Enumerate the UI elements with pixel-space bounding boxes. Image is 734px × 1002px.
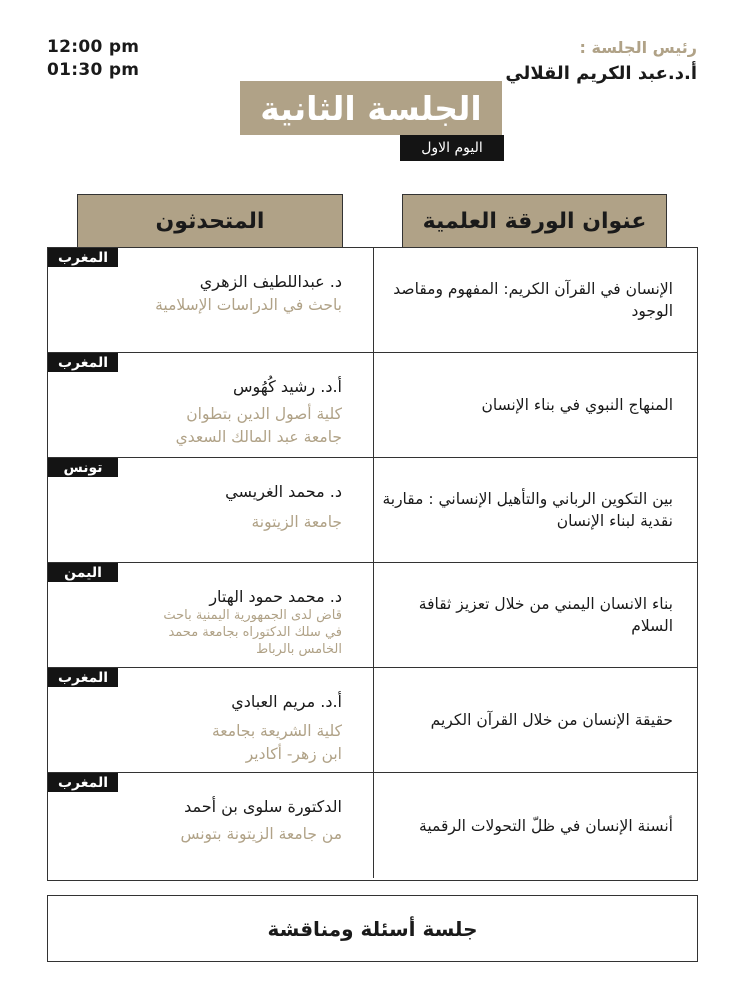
speaker-cell: [48, 773, 373, 878]
speaker-name: د. عبداللطيف الزهري: [199, 272, 342, 291]
speaker-cell: [48, 563, 373, 667]
table-row: [48, 458, 697, 563]
speaker-affiliation: كلية أصول الدين بتطوان: [186, 405, 342, 423]
column-header-speakers: المتحدثون: [77, 194, 343, 248]
paper-title: بين التكوين الرباني والتأهيل الإنساني : مقاربة نقدية لبناء الإنسان: [373, 458, 697, 562]
paper-title: الإنسان في القرآن الكريم: المفهوم ومقاصد الوجود: [373, 248, 697, 352]
sessions-table: [47, 247, 698, 881]
speaker-name: أ.د. رشيد كُهُوس: [232, 377, 342, 396]
discussion-session: جلسة أسئلة ومناقشة: [47, 895, 698, 962]
speaker-affiliation: في سلك الدكتوراه بجامعة محمد: [168, 625, 342, 640]
country-badge: تونس: [48, 458, 118, 477]
paper-title: بناء الانسان اليمني من خلال تعزيز ثقافة السلام: [373, 563, 697, 667]
speaker-name: د. محمد حمود الهتار: [209, 587, 342, 606]
paper-title: أنسنة الإنسان في ظلّ التحولات الرقمية: [373, 773, 697, 878]
country-badge: المغرب: [48, 248, 118, 267]
table-row: [48, 668, 697, 773]
speaker-affiliation: من جامعة الزيتونة بتونس: [180, 825, 342, 843]
day-label: اليوم الاول: [400, 135, 504, 161]
table-row: [48, 248, 697, 353]
speaker-affiliation: جامعة عبد المالك السعدي: [175, 428, 342, 446]
speaker-cell: [48, 668, 373, 772]
country-badge: المغرب: [48, 353, 118, 372]
table-row: [48, 563, 697, 668]
speaker-name: الدكتورة سلوى بن أحمد: [184, 797, 342, 816]
table-row: [48, 773, 697, 878]
speaker-affiliation: قاض لدى الجمهورية اليمنية باحث: [163, 608, 342, 623]
country-badge: المغرب: [48, 773, 118, 792]
speaker-affiliation: باحث في الدراسات الإسلامية: [155, 296, 342, 314]
speaker-cell: [48, 458, 373, 562]
chair-name: أ.د.عبد الكريم القلالي: [505, 63, 697, 84]
speaker-name: د. محمد الغريسي: [225, 482, 342, 501]
column-header-paper-title: عنوان الورقة العلمية: [402, 194, 667, 248]
country-badge: المغرب: [48, 668, 118, 687]
chair-label: رئيس الجلسة :: [579, 38, 697, 57]
speaker-cell: [48, 353, 373, 457]
speaker-cell: [48, 248, 373, 352]
speaker-affiliation: ابن زهر- أكادير: [245, 745, 342, 763]
speaker-affiliation: الخامس بالرباط: [256, 642, 342, 657]
paper-title: المنهاج النبوي في بناء الإنسان: [373, 353, 697, 457]
country-badge: اليمن: [48, 563, 118, 582]
time-end: 01:30 pm: [47, 60, 140, 80]
speaker-name: أ.د. مريم العبادي: [231, 692, 342, 711]
speaker-affiliation: جامعة الزيتونة: [251, 513, 342, 531]
paper-title: حقيقة الإنسان من خلال القرآن الكريم: [373, 668, 697, 772]
session-title: الجلسة الثانية: [240, 81, 502, 135]
time-start: 12:00 pm: [47, 37, 140, 57]
speaker-affiliation: كلية الشريعة بجامعة: [212, 722, 342, 740]
table-row: [48, 353, 697, 458]
